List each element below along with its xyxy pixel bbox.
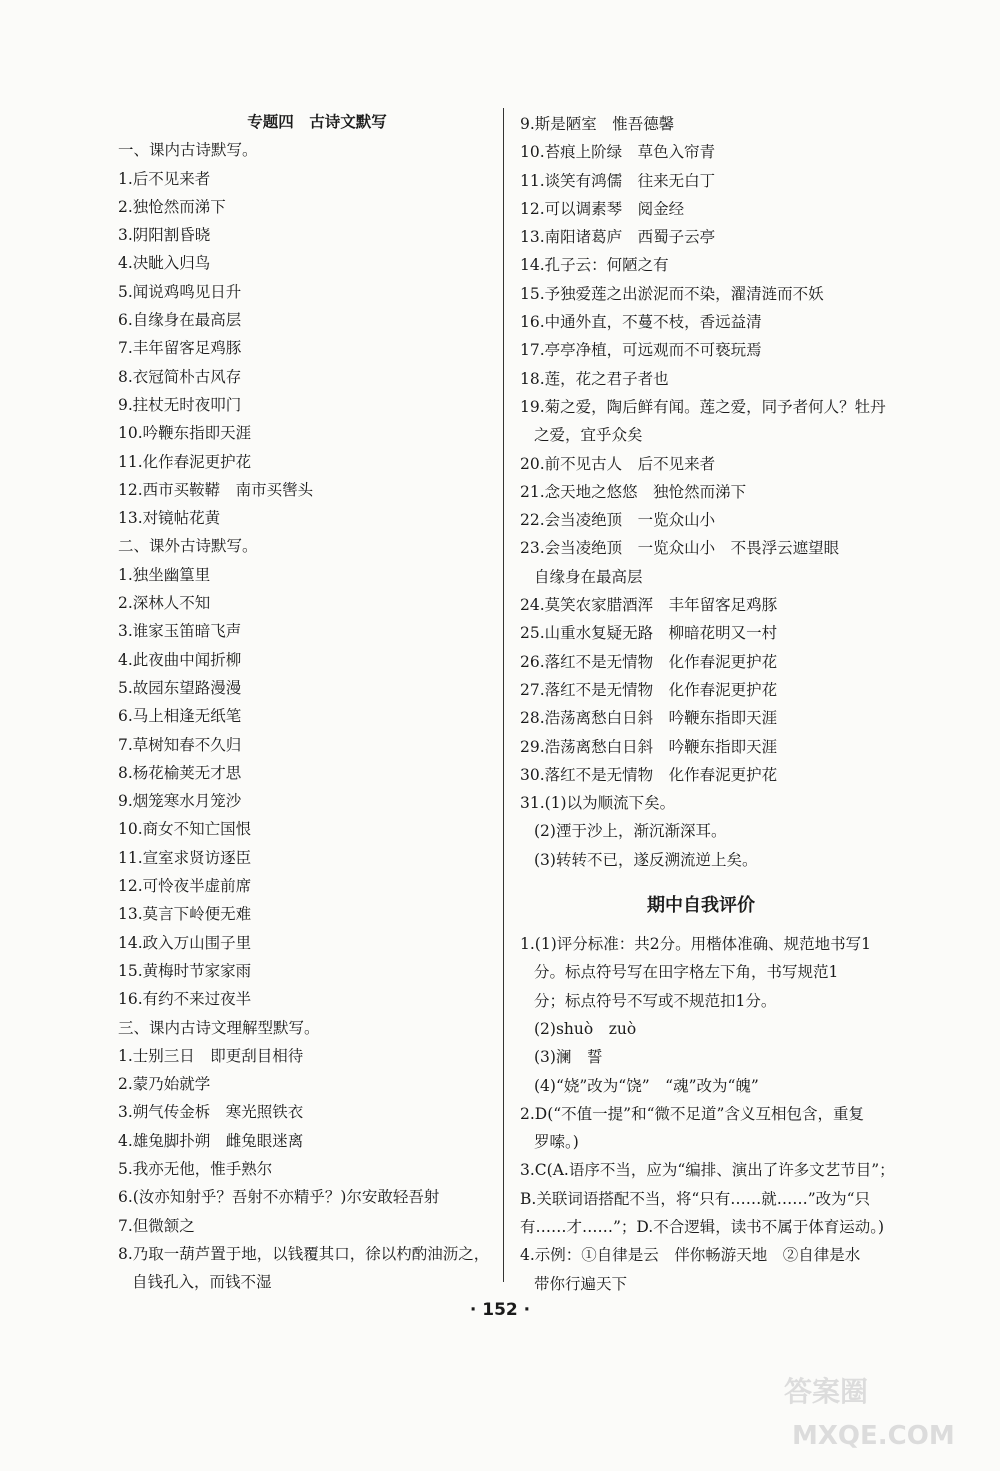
answer-line: 13.莫言下岭便无难 (118, 905, 252, 924)
answer-line: 6.马上相逢无纸笔 (118, 707, 242, 726)
answer-line: 5.我亦无他，惟手熟尔 (118, 1159, 273, 1178)
page-number: · 152 · (469, 1300, 531, 1320)
answer-line: 5.故园东望路漫漫 (118, 678, 242, 697)
answer-line: 8.杨花榆荚无才思 (118, 763, 242, 782)
answer-line: 24.莫笑农家腊酒浑 丰年留客足鸡豚 (520, 596, 778, 615)
answer-line: 27.落红不是无情物 化作春泥更护花 (520, 680, 778, 699)
answer-line: 三、课内古诗文理解型默写。 (118, 1018, 320, 1037)
answer-line: 2.蒙乃始就学 (118, 1075, 211, 1094)
answer-line: 20.前不见古人 后不见来者 (520, 454, 716, 473)
answer-line: (4)“娆”改为“饶” “魂”改为“魄” (534, 1076, 759, 1095)
answer-line: 3.阴阳割昏晓 (118, 226, 211, 245)
answer-line: 9.斯是陋室 惟吾德馨 (520, 115, 675, 133)
midterm-answer-list (520, 930, 895, 1298)
answer-line: 14.政入万山围子里 (118, 933, 252, 952)
answer-line: 二、课外古诗默写。 (118, 537, 258, 556)
watermark-url: MXQE.COM (792, 1421, 955, 1451)
answer-line: 带你行遍天下 (534, 1274, 628, 1293)
answer-line: (3)转转不已，遂反溯流逆上矣。 (534, 850, 758, 869)
answer-line: 6.自缘身在最高层 (118, 311, 242, 330)
answer-line: 11.宣室求贤访逐臣 (118, 848, 252, 867)
answer-line: 14.孔子云：何陋之有 (520, 256, 669, 275)
right-column (520, 110, 895, 1298)
answer-line: 29.浩荡离愁白日斜 吟鞭东指即天涯 (520, 737, 778, 756)
answer-line: 10.商女不知亡国恨 (118, 820, 252, 839)
answer-line: 15.黄梅时节家家雨 (118, 961, 252, 980)
answer-line: 9.烟笼寒水月笼沙 (118, 792, 242, 811)
answer-line: B.关联词语搭配不当，将“只有……就……”改为“只 (520, 1189, 871, 1208)
answer-line: 之爱，宜乎众矣 (534, 426, 643, 445)
answer-line: 23.会当凌绝顶 一览众山小 不畏浮云遮望眼 (520, 539, 840, 558)
answer-line: 13.对镜帖花黄 (118, 509, 221, 528)
answer-line: 罗嗦。) (534, 1133, 579, 1152)
answer-line: 6.(汝亦知射乎？吾射不亦精乎？)尔安敢轻吾射 (118, 1188, 440, 1207)
left-answer-list (118, 136, 496, 1240)
column-divider (503, 108, 504, 1282)
left-item-8-line1: 8.乃取一葫芦置于地，以钱覆其口，徐以杓酌油沥之， (118, 1244, 490, 1263)
answer-line: 4.此夜曲中闻折柳 (118, 650, 242, 669)
answer-line: 4.雄兔脚扑朔 雌兔眼迷离 (118, 1131, 304, 1150)
answer-line: 1.士别三日 即更刮目相待 (118, 1046, 304, 1065)
answer-line: 1.后不见来者 (118, 169, 211, 188)
answer-line: 有……才……”；D.不合逻辑，读书不属于体育运动。) (520, 1217, 885, 1236)
answer-line: 5.闻说鸡鸣见日升 (118, 282, 242, 301)
answer-line: 15.予独爱莲之出淤泥而不染，濯清涟而不妖 (520, 284, 824, 303)
watermark-logo (772, 1349, 972, 1459)
answer-line: 22.会当凌绝顶 一览众山小 (520, 511, 716, 530)
answer-line: 2.D(“不值一提”和“微不足道”含义互相包含，重复 (520, 1104, 864, 1123)
answer-line: 17.亭亭净植，可远观而不可亵玩焉 (520, 341, 762, 360)
answer-line: 16.中通外直，不蔓不枝，香远益清 (520, 313, 762, 332)
answer-line: 26.落红不是无情物 化作春泥更护花 (520, 652, 778, 671)
answer-line: 31.(1)以为顺流下矣。 (520, 794, 676, 813)
answer-line: 19.菊之爱，陶后鲜有闻。莲之爱，同予者何人？牡丹 (520, 397, 886, 416)
answer-line: 16.有约不来过夜半 (118, 990, 252, 1009)
answer-line: 11.谈笑有鸿儒 往来无白丁 (520, 171, 716, 190)
answer-line: 9.拄杖无时夜叩门 (118, 395, 242, 414)
answer-line: 10.苔痕上阶绿 草色入帘青 (520, 143, 716, 162)
left-item-8-line2: 自钱孔入，而钱不湿 (132, 1273, 272, 1292)
left-column (118, 108, 496, 1296)
answer-line: 7.但微颔之 (118, 1216, 195, 1235)
answer-line: 12.西市买鞍鞯 南市买辔头 (118, 480, 314, 499)
answer-line: (2)shuò zuò (534, 1019, 637, 1038)
answer-line: 28.浩荡离愁白日斜 吟鞭东指即天涯 (520, 709, 778, 728)
answer-line: 13.南阳诸葛庐 西蜀子云亭 (520, 228, 716, 247)
answer-line: 25.山重水复疑无路 柳暗花明又一村 (520, 624, 778, 643)
watermark-text: 答案圈 (784, 1375, 869, 1408)
answer-line: 3.谁家玉笛暗飞声 (118, 622, 242, 641)
answer-line: 7.草树知春不久归 (118, 735, 242, 754)
answer-line: 11.化作春泥更护花 (118, 452, 252, 471)
answer-line: 2.独怆然而涕下 (118, 197, 226, 216)
answer-line: 3.C(A.语序不当，应为“编排、演出了许多文艺节目”； (520, 1161, 895, 1180)
answer-line: 10.吟鞭东指即天涯 (118, 424, 252, 443)
answer-line: 7.丰年留客足鸡豚 (118, 339, 242, 358)
answer-line: (3)澜 誓 (534, 1048, 603, 1067)
answer-line: 一、课内古诗默写。 (118, 141, 258, 160)
answer-line: 12.可怜夜半虚前席 (118, 877, 252, 896)
answer-line: 自缘身在最高层 (534, 567, 643, 586)
answer-line: 18.莲，花之君子者也 (520, 369, 669, 388)
answer-line: 30.落红不是无情物 化作春泥更护花 (520, 765, 778, 784)
answer-line: 1.独坐幽篁里 (118, 565, 211, 584)
section-title-midterm: 期中自我评价 (647, 895, 755, 917)
answer-line: 分。标点符号写在田字格左下角，书写规范1 (534, 963, 839, 982)
answer-line: 21.念天地之悠悠 独怆然而涕下 (520, 482, 747, 501)
section-title-topic4: 专题四 古诗文默写 (247, 113, 387, 131)
answer-line: 4.决眦入归鸟 (118, 254, 211, 273)
answer-line: 12.可以调素琴 阅金经 (520, 199, 685, 218)
answer-line: 分；标点符号不写或不规范扣1分。 (534, 991, 777, 1010)
answer-line: 8.衣冠简朴古风存 (118, 367, 242, 386)
answer-line: 4.示例：①自律是云 伴你畅游天地 ②自律是水 (520, 1246, 861, 1265)
answer-line: (2)湮于沙上，渐沉渐深耳。 (534, 822, 727, 841)
right-answer-list (520, 110, 886, 874)
answer-line: 2.深林人不知 (118, 594, 211, 613)
answer-line: 3.朔气传金柝 寒光照铁衣 (118, 1103, 304, 1122)
answer-line: 1.(1)评分标准：共2分。用楷体准确、规范地书写1 (520, 935, 871, 954)
